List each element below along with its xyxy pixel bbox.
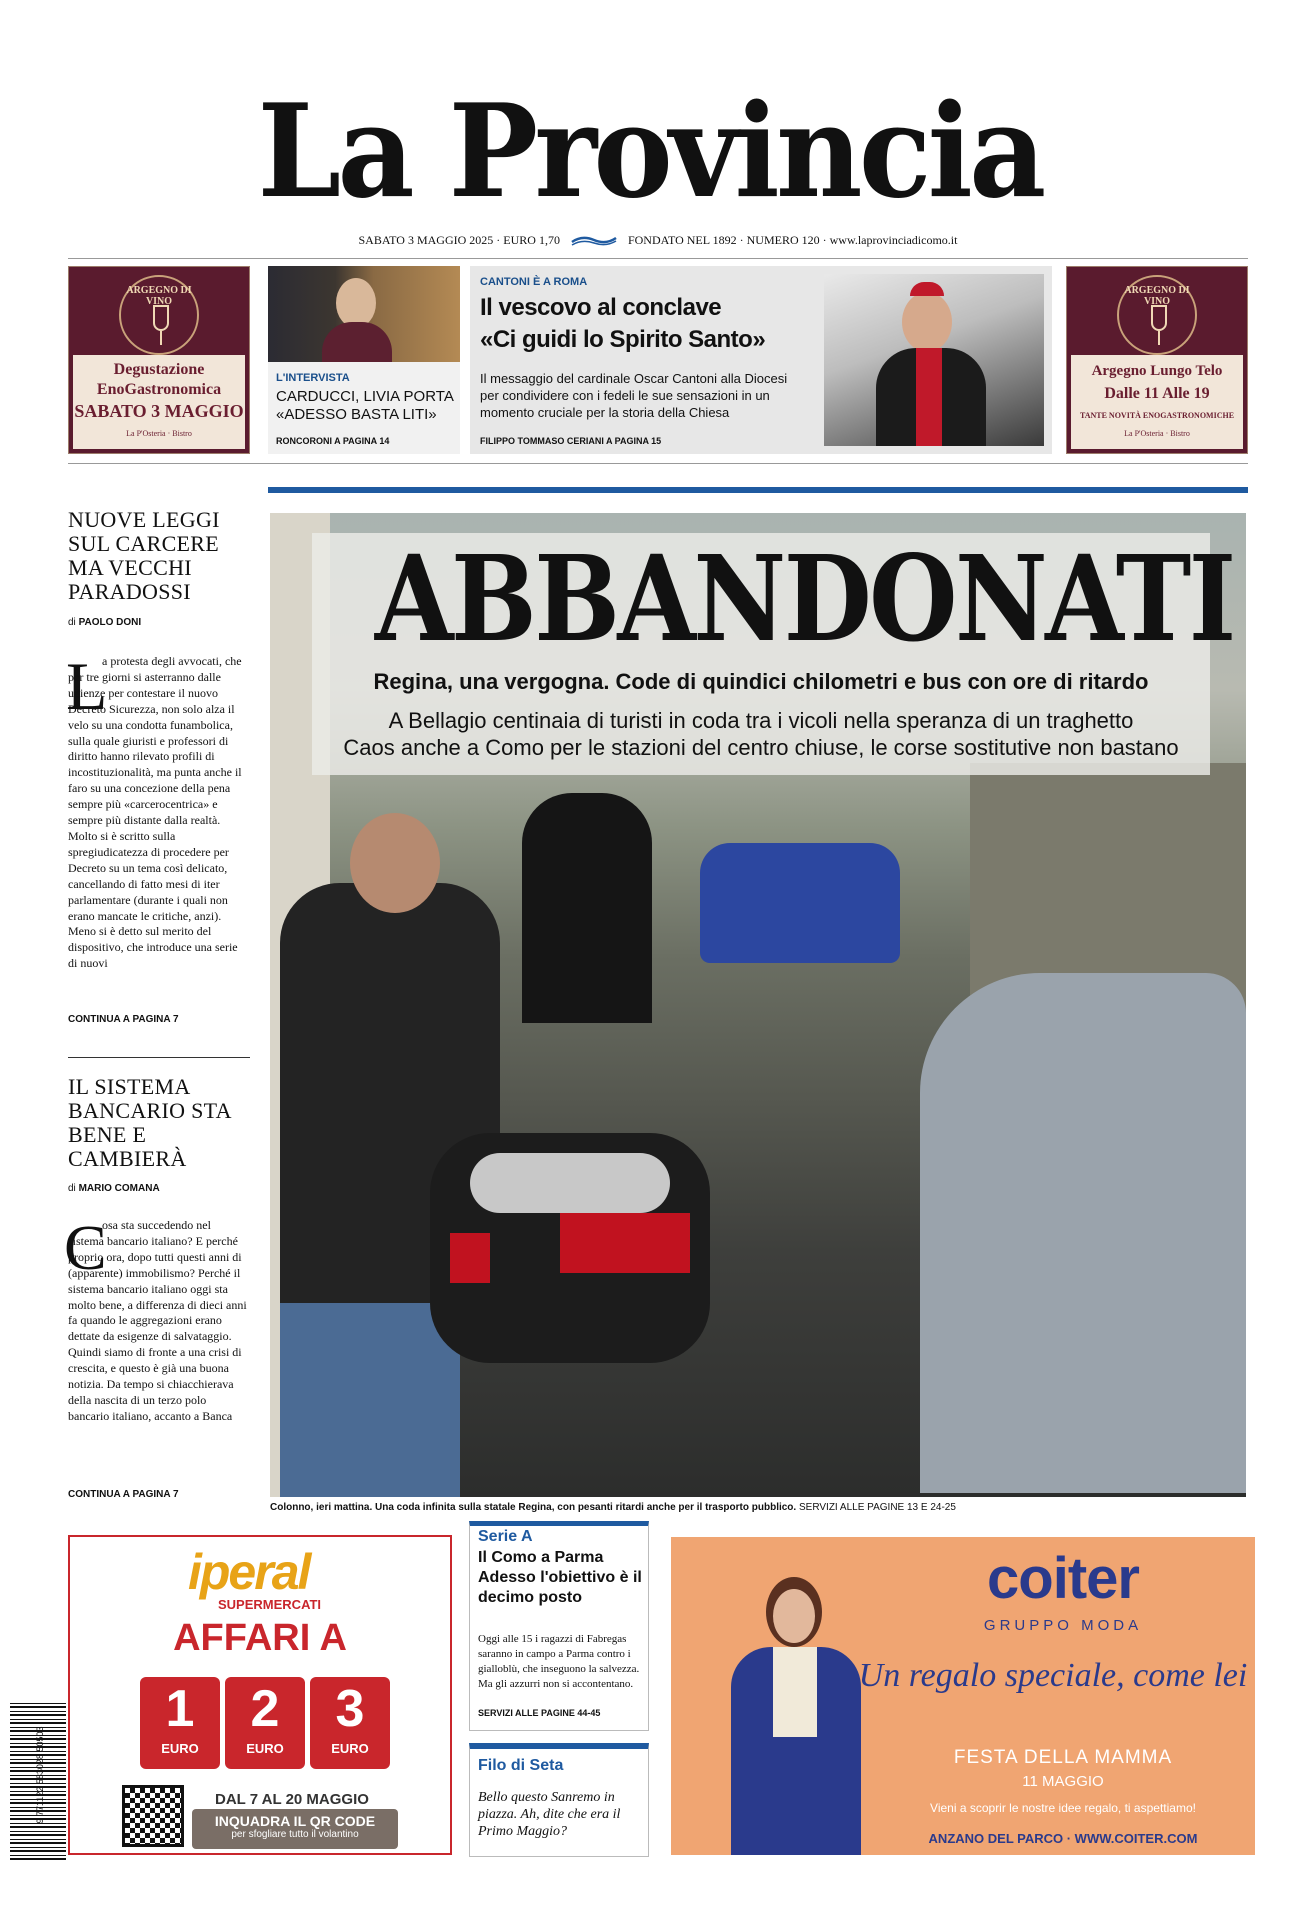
caption-ref: SERVIZI ALLE PAGINE 13 E 24-25 — [798, 1502, 956, 1513]
silver-car — [920, 973, 1246, 1493]
editorial1-title[interactable]: NUOVE LEGGI SUL CARCERE MA VECCHI PARADOSSI — [68, 507, 220, 604]
byline-prefix: di — [68, 617, 76, 628]
promo-panel — [1071, 355, 1243, 449]
lead-blue-bar — [268, 487, 1248, 493]
masthead-title: La Provincia — [257, 77, 1043, 227]
lead-headline[interactable]: ABBANDONATI — [374, 529, 1234, 668]
coiter-footer[interactable]: ANZANO DEL PARCO · WWW.COITER.COM — [928, 1831, 1198, 1846]
qr-code-icon[interactable] — [122, 1785, 184, 1847]
promo-line3: TANTE NOVITÀ ENOGASTRONOMICHE — [1079, 411, 1235, 420]
sport-kicker: Serie A — [478, 1528, 533, 1545]
blue-car — [700, 843, 900, 963]
interview-headline[interactable]: CARDUCCI, LIVIA PORTA «ADESSO BASTA LITI» — [276, 388, 453, 423]
coiter-sub: GRUPPO MODA — [983, 1617, 1143, 1634]
coiter-event: FESTA DELLA MAMMA — [953, 1747, 1173, 1768]
promo-line1: Argegno Lungo Telo — [1091, 363, 1223, 379]
promo-line2: Dalle 11 Alle 19 — [1104, 385, 1210, 402]
tag-number: 1 — [165, 1680, 195, 1738]
conclave-title2[interactable]: «Ci guidi lo Spirito Santo» — [480, 326, 766, 353]
conclave-body: Il messaggio del cardinale Oscar Cantoni alla Diocesi per condividere con i fedeli le sue sensazioni in un momento cruciale per la storia della Chiesa — [480, 371, 788, 420]
editorial2-byline — [68, 1183, 160, 1194]
founded-line: FONDATO NEL 1892 · NUMERO 120 · www.laprovinciadicomo.it — [627, 232, 958, 247]
wine-logo — [1117, 275, 1197, 355]
promo-brand: ARGEGNO DI VINO — [126, 285, 192, 307]
case-lid — [470, 1153, 670, 1213]
motorcyclist — [522, 793, 652, 1023]
coiter-brand: coiter — [987, 1546, 1139, 1611]
promo-footer: La P'Osteria · Bistro — [1124, 429, 1190, 438]
coiter-date: 11 MAGGIO — [1022, 1773, 1104, 1790]
coiter-model — [711, 1557, 861, 1855]
promo-line2: EnoGastronomica — [96, 381, 222, 398]
cardinal-photo — [824, 274, 1044, 446]
caption-text: Colonno, ieri mattina. Una coda infinita sulla statale Regina, con pesanti ritardi anche per il trasporto pubblico. — [270, 1502, 797, 1513]
lead-subhead: Regina, una vergogna. Code di quindici chilometri e bus con ore di ritardo — [373, 669, 1149, 694]
lead-summary-line2: Caos anche a Como per le stazioni del centro chiuse, le corse sostitutive non bastano — [343, 735, 1179, 760]
editorial2-dropcap: C — [64, 1212, 107, 1283]
tag-number: 2 — [250, 1680, 280, 1738]
wave-icon — [570, 233, 618, 247]
mid-rule — [68, 463, 1248, 464]
editorial2-body: osa sta succedendo nel sistema bancario italiano? E perché proprio ora, dopo tutti questi anni di (apparente) immobilismo? Perché il sistema bancario italiano oggi sta molto bene, a differenza di dieci anni fa quando le aggregazioni erano dettate da esigenze di salvataggio. Quindi siamo di fronte a una crisi di crescita, e questo è già una buona notizia. Da tempo si chiacchierava della nascita di un terzo polo bancario italiano, accanto a Banca — [68, 1218, 247, 1423]
interview-box[interactable] — [268, 266, 460, 454]
lead-summary-line1: A Bellagio centinaia di turisti in coda tra i vicoli nella speranza di un traghetto — [388, 708, 1134, 733]
rider-jeans — [280, 1303, 460, 1497]
conclave-title1[interactable]: Il vescovo al conclave — [480, 294, 722, 321]
tag-currency: EURO — [161, 1741, 199, 1756]
price-tag-2 — [225, 1677, 305, 1769]
filo-body: Bello questo Sanremo in piazza. Ah, dite che era il Primo Maggio? — [478, 1790, 621, 1839]
conclave-box[interactable] — [470, 266, 1052, 454]
barcode-digits: 9 771122 583028 50503 — [35, 1726, 45, 1824]
photo-caption — [270, 1502, 1250, 1513]
coiter-ad[interactable] — [671, 1537, 1255, 1855]
tag-currency: EURO — [331, 1741, 369, 1756]
promo-footer: La P'Osteria · Bistro — [126, 429, 192, 438]
cardinal-face — [902, 292, 952, 352]
promo-panel — [73, 355, 245, 449]
cardinal-sash — [916, 348, 942, 446]
promo-line3: SABATO 3 MAGGIO — [74, 401, 244, 421]
iperal-ad[interactable] — [68, 1535, 452, 1855]
price-tag-3 — [310, 1677, 390, 1769]
qr-title: INQUADRA IL QR CODE — [214, 1813, 376, 1829]
editorial2-continue[interactable]: CONTINUA A PAGINA 7 — [68, 1489, 179, 1500]
promo-argegno-left[interactable] — [68, 266, 250, 454]
model-face — [773, 1589, 815, 1643]
filo-kicker: Filo di Seta — [478, 1757, 564, 1774]
interview-photo — [268, 266, 460, 362]
editorial2-author: MARIO COMANA — [78, 1183, 160, 1194]
editorial1-author: PAOLO DONI — [78, 617, 142, 628]
portrait-body — [322, 322, 392, 362]
iperal-dates: DAL 7 AL 20 MAGGIO — [215, 1791, 369, 1808]
date-price: SABATO 3 MAGGIO 2025 · EURO 1,70 — [358, 232, 560, 247]
promo-line1: Degustazione — [113, 361, 205, 378]
promo-brand: ARGEGNO DI VINO — [1124, 285, 1190, 307]
column-divider — [68, 1057, 250, 1058]
editorial2-title[interactable]: IL SISTEMA BANCARIO STA BENE E CAMBIERÀ — [68, 1074, 231, 1171]
sport-title[interactable]: Il Como a Parma Adesso l'obiettivo è il decimo posto — [478, 1549, 642, 1606]
conclave-kicker: CANTONI È A ROMA — [480, 276, 588, 288]
conclave-ref: FILIPPO TOMMASO CERIANI A PAGINA 15 — [480, 436, 662, 446]
dateline — [60, 231, 1256, 249]
tag-number: 3 — [335, 1680, 365, 1738]
iperal-offer: AFFARI A — [173, 1617, 347, 1659]
coiter-script: Un regalo speciale, come lei — [858, 1657, 1248, 1694]
wine-glass-icon — [1151, 305, 1167, 331]
portrait-face — [336, 278, 376, 328]
model-shirt — [773, 1647, 817, 1737]
sport-box[interactable] — [469, 1521, 649, 1731]
top-rule — [68, 258, 1248, 259]
price-tag-1 — [140, 1677, 220, 1769]
sport-ref: SERVIZI ALLE PAGINE 44-45 — [478, 1708, 601, 1718]
tail-light — [450, 1233, 490, 1283]
editorial1-dropcap: L — [66, 648, 108, 724]
sport-body: Oggi alle 15 i ragazzi di Fabregas saranno in campo a Parma contro i gialloblù, che inseguono la salvezza. Ma gli azzurri non si accontentano. — [478, 1633, 640, 1690]
wine-glass-icon — [153, 305, 169, 331]
interview-ref: RONCORONI A PAGINA 14 — [276, 436, 390, 446]
filo-box[interactable] — [469, 1743, 649, 1857]
editorial1-continue[interactable]: CONTINUA A PAGINA 7 — [68, 1014, 179, 1025]
editorial1-byline — [68, 617, 141, 628]
byline-prefix: di — [68, 1183, 76, 1194]
interview-kicker: L'INTERVISTA — [276, 372, 350, 384]
wine-logo — [119, 275, 199, 355]
lead-summary — [312, 707, 1210, 761]
iperal-sub: SUPERMERCATI — [218, 1597, 322, 1612]
promo-argegno-right[interactable] — [1066, 266, 1248, 454]
tag-currency: EURO — [246, 1741, 284, 1756]
iperal-brand: iperal — [188, 1544, 310, 1600]
editorial1-body: a protesta degli avvocati, che per tre giorni si asterranno dalle udienze per contestare il nuovo Decreto Sicurezza, non solo alza il velo su una condotta funambolica, sulla quale giuristi e professori di diritto hanno rilevato profili di incostituzionalità, ma punta anche il faro su una concezione della pena sempre più «carcerocentrica» e sempre più distante dalla realtà. Molto si è scritto sulla spregiudicatezza di procedere per Decreto su un tema così delicato, cancellando di fatto mesi di iter parlamentare (durante i quali non erano mancate le critiche, anzi). Meno si è detto sul merito del dispositivo, che introduce una serie di nuovi — [68, 654, 242, 971]
qr-cta[interactable] — [192, 1809, 398, 1849]
coiter-cta: Vieni a scoprir le nostre idee regalo, ti aspettiamo! — [930, 1801, 1196, 1815]
rider-head — [350, 813, 440, 913]
qr-sub: per sfogliare tutto il volantino — [231, 1829, 359, 1840]
tail-light-right — [560, 1213, 690, 1273]
cardinal-zucchetto — [910, 282, 944, 296]
